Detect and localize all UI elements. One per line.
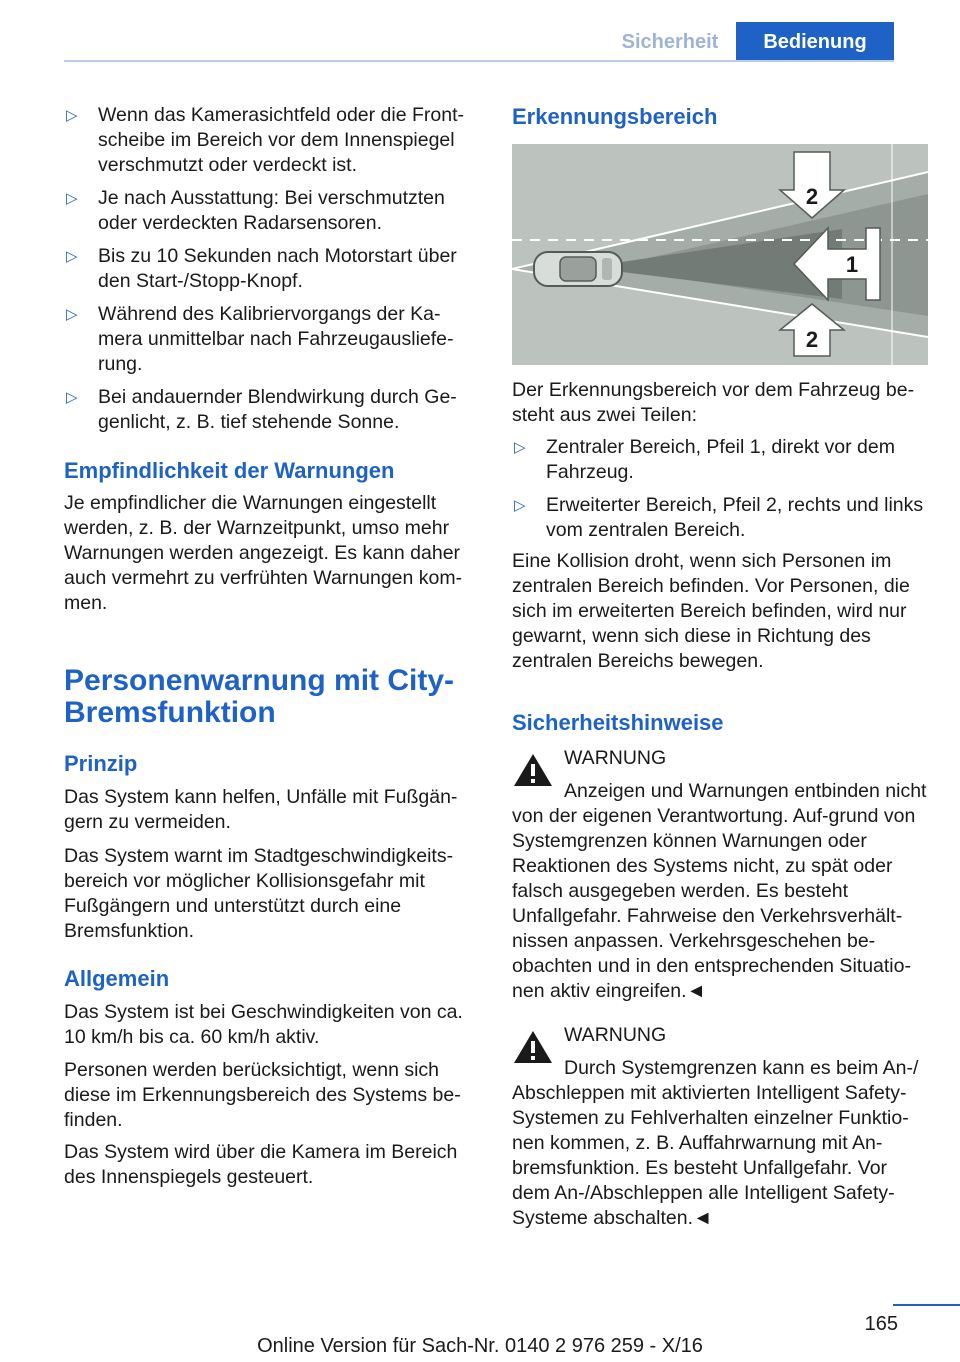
warning-2-title: WARNUNG — [564, 1024, 667, 1046]
heading-prinzip: Prinzip — [64, 751, 138, 776]
bullet-triangle-icon: ▷ — [66, 107, 78, 124]
section-heading-line-2: Bremsfunktion — [64, 696, 276, 729]
list-item: ▷ Während des Kalibriervorgangs der Ka-mera unmittelbar nach Fahrzeugausliefe-rung. — [66, 303, 454, 375]
principle-paragraph-2: Das System warnt im Stadtgeschwindigkeits-bereich vor möglicher Kollisionsgefahr mit Fußgängern und unterstützt durch eine Bremsfunktion. — [64, 845, 454, 942]
header-divider — [64, 60, 894, 62]
bullet-triangle-icon: ▷ — [514, 439, 526, 456]
warning-1-title: WARNUNG — [564, 747, 667, 769]
section-heading-line-1: Personenwarnung mit City- — [64, 664, 455, 697]
warning-1-text: Anzeigen und Warnungen entbinden nicht von der eigenen Verantwortung. Auf-grund von Systemgrenzen können Warnungen oder Reaktionen des Systems nicht, zu spät oder falsch ausgegeben werden. Es besteht Unfallgefahr. Fahrweise den Verkehrsverhält-nissen anpassen. Verkehrsgeschehen be-obachten und in den entsprechenden Situatio-nen aktiv eingreifen.◄ — [512, 780, 927, 1002]
sensitivity-paragraph: Je empfindlicher die Warnungen eingestellt werden, z. B. der Warnzeitpunkt, umso mehr Warnungen werden angezeigt. Es kann daher auch vermehrt zu verfrühten Warnungen kom-men. — [64, 492, 463, 614]
list-item: ▷ Zentraler Bereich, Pfeil 1, direkt vor dem Fahrzeug. — [514, 436, 895, 483]
list-item: ▷ Bis zu 10 Sekunden nach Motorstart über den Start-/Stopp-Knopf. — [66, 245, 457, 292]
list-item: ▷ Je nach Ausstattung: Bei verschmutzten oder verdeckten Radarsensoren. — [66, 187, 445, 234]
bullet-triangle-icon: ▷ — [66, 389, 78, 406]
list-item: ▷ Bei andauernder Blendwirkung durch Ge-genlicht, z. B. tief stehende Sonne. — [66, 386, 457, 433]
svg-text:2: 2 — [805, 327, 819, 352]
section-heading — [64, 665, 476, 729]
bullet-triangle-icon: ▷ — [66, 190, 78, 207]
car-icon — [534, 252, 622, 286]
list-item: ▷ Wenn das Kamerasichtfeld oder die Front-scheibe im Bereich vor dem Innenspiegel verschmutzt oder verdeckt ist. — [66, 104, 464, 176]
heading-allgemein: Allgemein — [64, 966, 170, 991]
general-paragraph-2: Personen werden berücksichtigt, wenn sich diese im Erkennungsbereich des Systems be-finden. — [64, 1059, 461, 1131]
svg-text:1: 1 — [845, 252, 859, 277]
warning-2-text: Durch Systemgrenzen kann es beim An-/ Abschleppen mit aktivierten Intelligent Safety-Systemen zu Fehlverhalten einzelner Funktio-nen kommen, z. B. Auffahrwarnung mit An-bremsfunktion. Es besteht Unfallgefahr. Vor dem An-/Abschleppen alle Intelligent Safety-Systeme abschalten.◄ — [512, 1057, 919, 1229]
general-paragraph-1: Das System ist bei Geschwindigkeiten von ca. 10 km/h bis ca. 60 km/h aktiv. — [64, 1001, 463, 1048]
bullet-triangle-icon: ▷ — [514, 497, 526, 514]
heading-sicherheitshinweise: Sicherheitshinweise — [512, 710, 724, 735]
heading-erkennungsbereich: Erkennungsbereich — [512, 104, 718, 129]
online-version-footer: Online Version für Sach-Nr. 0140 2 976 259 - X/16 — [257, 1335, 703, 1357]
heading-empfindlichkeit: Empfindlichkeit der Warnungen — [64, 458, 395, 483]
general-paragraph-3: Das System wird über die Kamera im Bereich des Innenspiegels gesteuert. — [64, 1141, 458, 1188]
page-number: 165 — [864, 1313, 898, 1335]
conditions-list — [64, 103, 476, 443]
detection-intro: Der Erkennungsbereich vor dem Fahrzeug be-steht aus zwei Teilen: — [512, 379, 915, 426]
detection-list — [512, 435, 928, 551]
bullet-triangle-icon: ▷ — [66, 248, 78, 265]
detection-area-figure — [512, 144, 928, 365]
collision-paragraph: Eine Kollision droht, wenn sich Personen im zentralen Bereich befinden. Vor Personen, die sich im erweiterten Bereich befinden, wird nur gewarnt, wenn sich diese in Richtung des zentralen Bereichs bewegen. — [512, 550, 910, 672]
svg-text:2: 2 — [805, 184, 819, 209]
page-header — [64, 22, 894, 62]
principle-paragraph-1: Das System kann helfen, Unfälle mit Fußgän-gern zu vermeiden. — [64, 786, 458, 833]
list-item: ▷ Erweiterter Bereich, Pfeil 2, rechts und links vom zentralen Bereich. — [514, 494, 924, 541]
tab-sicherheit[interactable]: Sicherheit — [621, 31, 719, 53]
tab-bedienung[interactable]: Bedienung — [736, 22, 894, 62]
footer-divider — [893, 1304, 960, 1306]
bullet-triangle-icon: ▷ — [66, 306, 78, 323]
